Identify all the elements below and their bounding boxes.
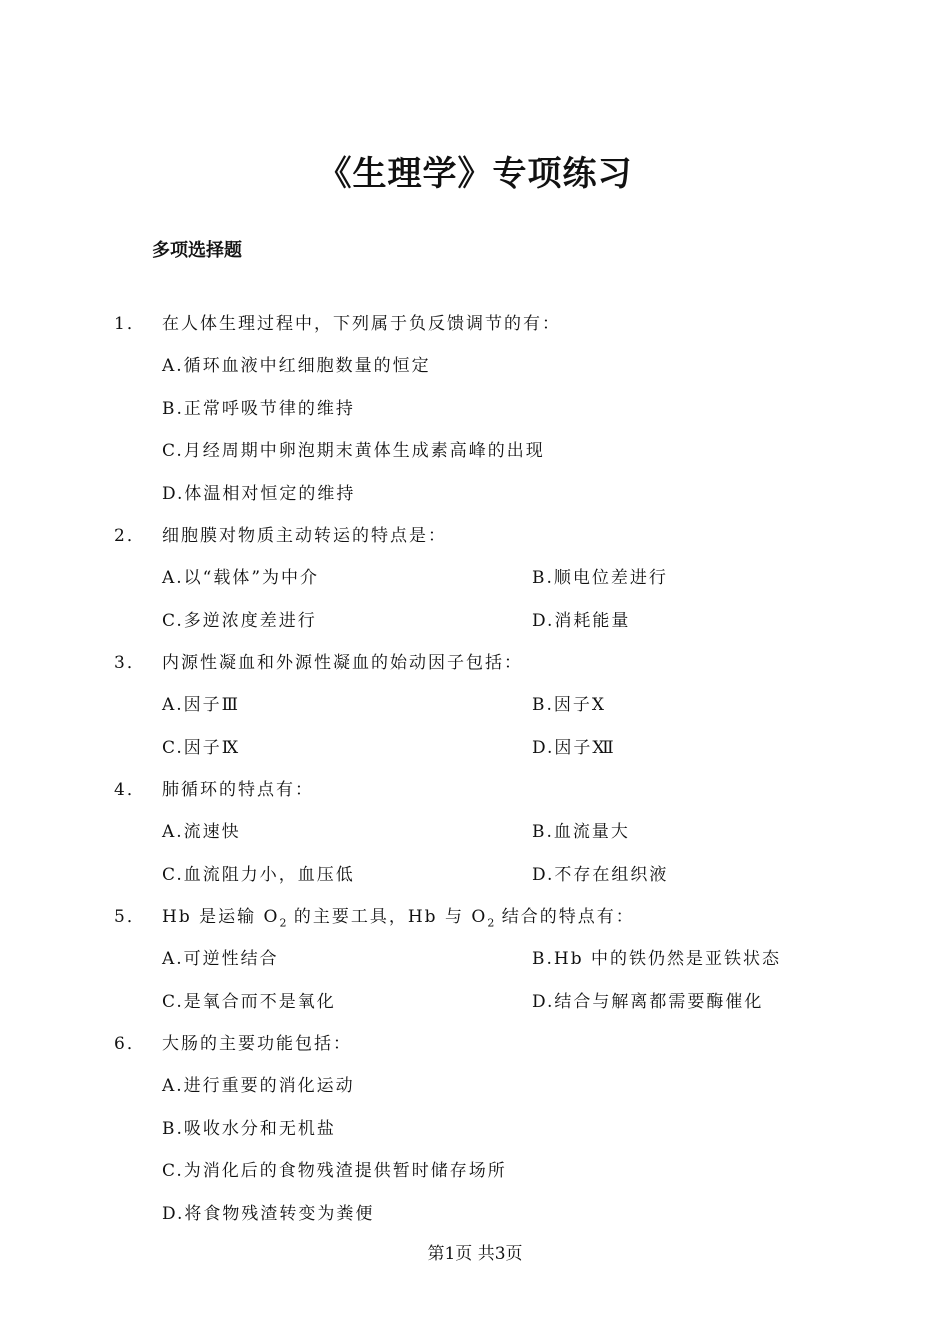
option-d: D.将食物残渣转变为粪便 <box>162 1203 375 1224</box>
question-4 <box>0 774 950 901</box>
option-d: D.消耗能量 <box>532 610 631 631</box>
question-5 <box>0 901 950 1028</box>
question-list <box>0 308 950 1240</box>
question-number: 5． <box>114 907 146 927</box>
question-number: 6． <box>114 1034 146 1054</box>
option-d: D.体温相对恒定的维持 <box>162 483 356 504</box>
option-a: A.循环血液中红细胞数量的恒定 <box>162 356 431 376</box>
option-c: C.多逆浓度差进行 <box>162 610 317 631</box>
option-b: B.吸收水分和无机盐 <box>162 1118 336 1139</box>
question-number: 4． <box>114 780 146 800</box>
question-stem: 细胞膜对物质主动转运的特点是： <box>162 526 447 546</box>
question-number: 1． <box>114 314 146 334</box>
option-c: C.是氧合而不是氧化 <box>162 991 336 1012</box>
option-c: C.为消化后的食物残渣提供暂时储存场所 <box>162 1161 507 1181</box>
option-b: B.Hb 中的铁仍然是亚铁状态 <box>532 949 782 969</box>
question-6 <box>0 1028 950 1240</box>
question-stem: 肺循环的特点有： <box>162 780 314 800</box>
option-a: A.以“载体”为中介 <box>162 568 320 588</box>
option-c: C.因子Ⅸ <box>162 737 241 758</box>
option-c: C.血流阻力小，血压低 <box>162 864 355 885</box>
option-a: A.流速快 <box>162 822 241 842</box>
option-a: A.因子Ⅲ <box>162 695 241 715</box>
option-b: B.因子Ⅹ <box>532 695 606 715</box>
option-d: D.因子Ⅻ <box>532 737 616 758</box>
question-number: 3． <box>114 653 146 673</box>
question-stem: 大肠的主要功能包括： <box>162 1034 352 1054</box>
page-title: 《生理学》专项练习 <box>317 154 633 194</box>
option-a: A.进行重要的消化运动 <box>162 1076 355 1096</box>
question-number: 2． <box>114 526 146 546</box>
question-3 <box>0 647 950 774</box>
option-b: B.正常呼吸节律的维持 <box>162 398 355 419</box>
option-b: B.血流量大 <box>532 822 630 842</box>
question-stem: 内源性凝血和外源性凝血的始动因子包括： <box>162 653 523 673</box>
section-heading: 多项选择题 <box>152 240 242 261</box>
option-c: C.月经周期中卵泡期末黄体生成素高峰的出现 <box>162 441 545 461</box>
question-1 <box>0 308 950 520</box>
option-a: A.可逆性结合 <box>162 949 279 969</box>
option-b: B.顺电位差进行 <box>532 568 668 588</box>
page-footer: 第1页 共3页 <box>427 1244 523 1264</box>
question-2 <box>0 520 950 647</box>
question-stem: Hb 是运输 $O_2$ 的主要工具，Hb 与 $O_2$ 结合的特点有： <box>162 907 635 930</box>
question-stem: 在人体生理过程中，下列属于负反馈调节的有： <box>162 314 561 334</box>
option-d: D.不存在组织液 <box>532 864 669 885</box>
option-d: D.结合与解离都需要酶催化 <box>532 991 764 1012</box>
